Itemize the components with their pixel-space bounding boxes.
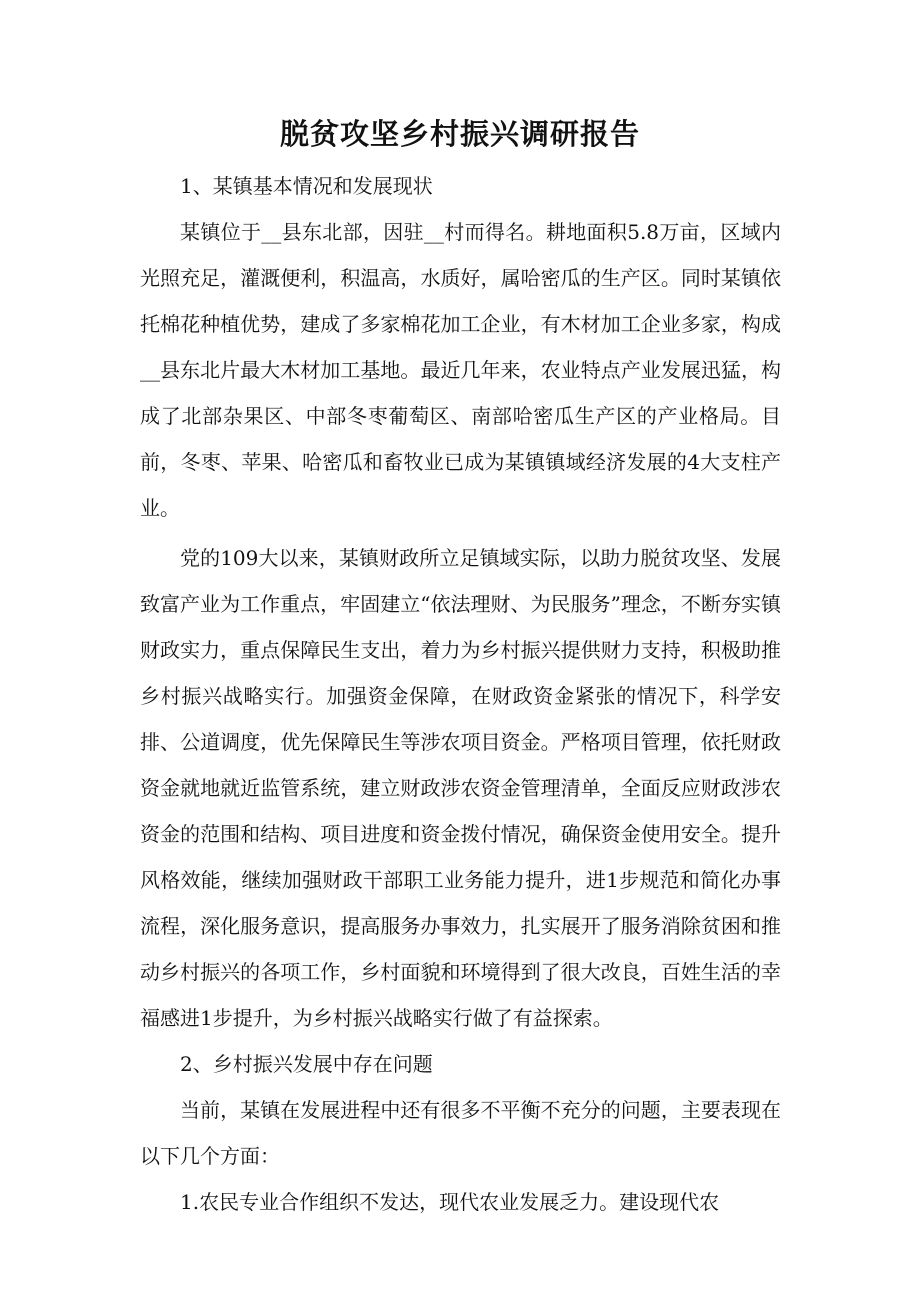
section-heading-1: 1、某镇基本情况和发展现状	[180, 174, 433, 198]
paragraph-1-2: 党的109大以来，某镇财政所立足镇域实际，以助力脱贫攻坚、发展致富产业为工作重点，牢固建立“依法理财、为民服务”理念，不断夯实镇财政实力，重点保障民生支出，着力为乡村振兴提供财力支持，积极助推乡村振兴战略实行。加强资金保障，在财政资金紧张的情况下，科学安排、公道调度，优先保障民生等涉农项目资金。严格项目管理，依托财政资金就地就近监管系统，建立财政涉农资金管理清单，全面反应财政涉农资金的范围和结构、项目进度和资金拨付情况，确保资金使用安全。提升风格效能，继续加强财政干部职工业务能力提升，进1步规范和简化办事流程，深化服务意识，提高服务办事效力，扎实展开了服务消除贫困和推动乡村振兴的各项工作，乡村面貌和环境得到了很大改良，百姓生活的幸福感进1步提升，为乡村振兴战略实行做了有益探索。	[140, 546, 781, 1030]
document-title: 脱贫攻坚乡村振兴调研报告	[279, 117, 640, 151]
section-heading-2: 2、乡村振兴发展中存在问题	[180, 1052, 433, 1076]
document-body	[140, 163, 781, 1225]
paragraph-2-2: 1.农民专业合作组织不发达，现代农业发展乏力。建设现代农	[180, 1190, 720, 1214]
paragraph-1-1: 某镇位于__县东北部，因驻__村而得名。耕地面积5.8万亩，区域内光照充足，灌溉便利，积温高，水质好，属哈密瓜的生产区。同时某镇依托棉花种植优势，建成了多家棉花加工企业，有木材加工企业多家，构成__县东北片最大木材加工基地。最近几年来，农业特点产业发展迅猛，构成了北部杂果区、中部冬枣葡萄区、南部哈密瓜生产区的产业格局。目前，冬枣、苹果、哈密瓜和畜牧业已成为某镇镇域经济发展的4大支柱产业。	[140, 220, 781, 520]
paragraph-2-1: 当前，某镇在发展进程中还有很多不平衡不充分的问题，主要表现在以下几个方面：	[140, 1098, 781, 1168]
